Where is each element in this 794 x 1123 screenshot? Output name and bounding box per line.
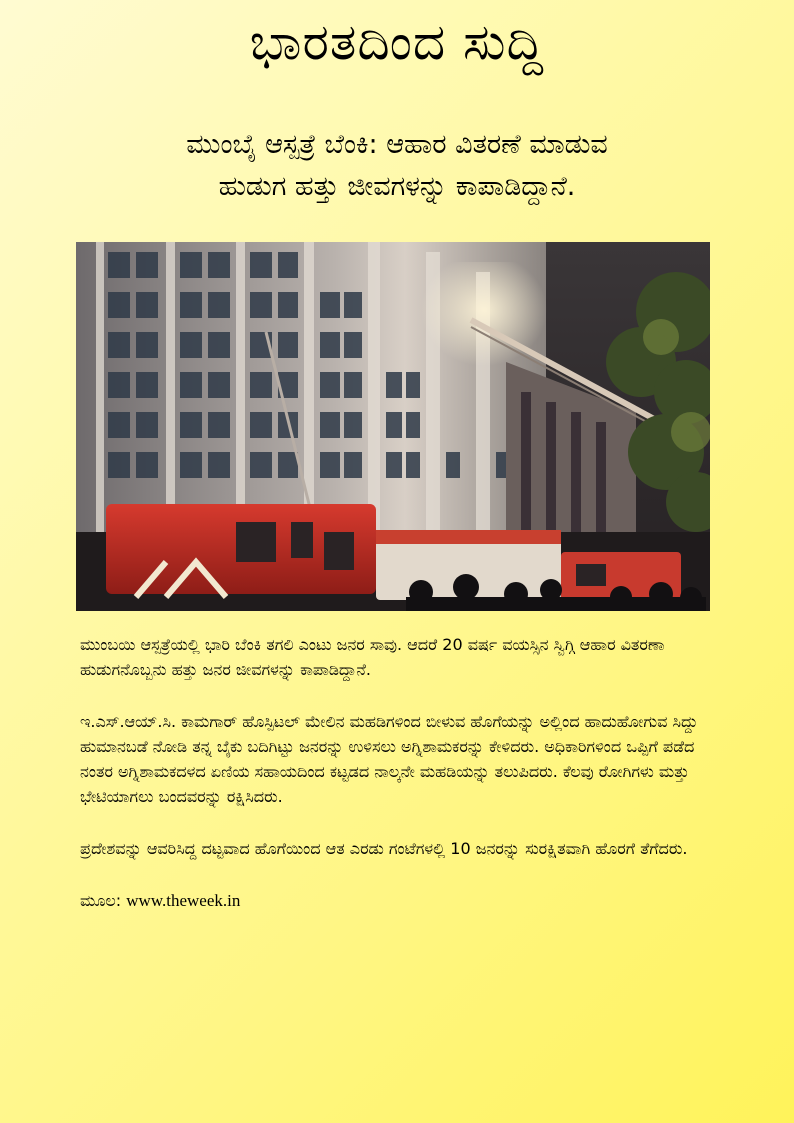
article-body: [80, 632, 720, 913]
article-paragraph-1: ಮುಂಬಯಿ ಆಸ್ಪತ್ರೆಯಲ್ಲಿ ಭಾರಿ ಬೆಂಕಿ ತಗಲಿ ಎಂಟು ಜನರ ಸಾವು. ಆದರೆ 20 ವರ್ಷ ವಯಸ್ಸಿನ ಸ್ವಿಗ್ಗಿ ಆಹಾರ ವಿತರಣಾ ಹುಡುಗನೊಬ್ಬನು ಹತ್ತು ಜನರ ಜೀವಗಳನ್ನು ಕಾಪಾಡಿದ್ದಾನೆ.: [80, 635, 665, 679]
masthead-title: ಭಾರತದಿಂದ ಸುದ್ದಿ: [249, 13, 545, 71]
headline-line-1: ಮುಂಬೈ ಆಸ್ಪತ್ರೆ ಬೆಂಕಿ: ಆಹಾರ ವಿತರಣೆ ಮಾಡುವ: [186, 129, 608, 160]
source-link[interactable]: www.theweek.in: [126, 891, 241, 910]
source-label: ಮೂಲ:: [80, 891, 122, 910]
source-line: [80, 888, 720, 913]
article-paragraph-2: ಇ.ಎಸ್.ಆಯ್.ಸಿ. ಕಾಮಗಾರ್ ಹೊಸ್ಪಿಟಲ್ ಮೇಲಿನ ಮಹಡಿಗಳಿಂದ ಬೀಳುವ ಹೊಗೆಯನ್ನು ಅಲ್ಲಿಂದ ಹಾದುಹೋಗುವ ಸಿದ್ದು ಹುಮಾನಬಡೆ ನೋಡಿ ತನ್ನ ಬೈಕು ಬದಿಗಿಟ್ಟು ಜನರನ್ನು ಉಳಿಸಲು ಅಗ್ನಿಶಾಮಕರನ್ನು ಕೇಳಿದರು. ಅಧಿಕಾರಿಗಳಿಂದ ಒಪ್ಪಿಗೆ ಪಡೆದ ನಂತರ ಅಗ್ನಿಶಾಮಕದಳದ ಏಣಿಯ ಸಹಾಯದಿಂದ ಕಟ್ಟಡದ ನಾಲ್ಕನೇ ಮಹಡಿಯನ್ನು ತಲುಪಿದರು. ಕೆಲವು ರೋಗಿಗಳು ಮತ್ತು ಭೇಟಿಯಾಗಲು ಬಂದವರನ್ನು ರಕ್ಷಿಸಿದರು.: [80, 712, 698, 806]
article-photo: [76, 242, 710, 611]
headline-line-2: ಹುಡುಗ ಹತ್ತು ಜೀವಗಳನ್ನು ಕಾಪಾಡಿದ್ದಾನೆ.: [218, 171, 576, 202]
article-paragraph-3: ಪ್ರದೇಶವನ್ನು ಆವರಿಸಿದ್ದ ದಟ್ಟವಾದ ಹೊಗೆಯಿಂದ ಆತ ಎರಡು ಗಂಟೆಗಳಲ್ಲಿ 10 ಜನರನ್ನು ಸುರಕ್ಷಿತವಾಗಿ ಹೊರಗೆ ತೆಗೆದರು.: [80, 839, 688, 858]
article-headline: [70, 124, 724, 208]
